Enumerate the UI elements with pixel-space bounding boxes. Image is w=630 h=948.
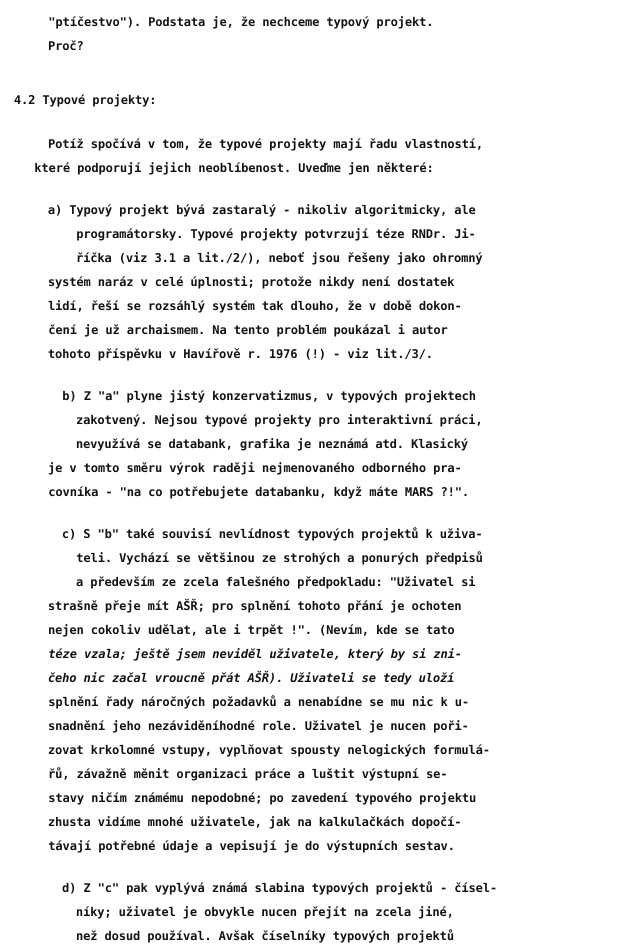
text-line: a především ze zcela falešného předpokladu: "Uživatel si bbox=[76, 575, 476, 589]
text-line: Potíž spočívá v tom, že typové projekty mají řadu vlastností, bbox=[48, 137, 483, 151]
text-line: čení je už archaismem. Na tento problém poukázal i autor bbox=[48, 323, 448, 337]
text-line: covníka - "na co potřebujete databanku, když máte MARS ?!". bbox=[48, 485, 470, 499]
text-line: splnění řady náročných požadavků a nenabídne se mu nic k u- bbox=[48, 695, 470, 709]
text-line: zovat krkolomné vstupy, vyplňovat spousty nelogických formulá- bbox=[47, 743, 490, 757]
text-line: systém naráz v celé úplnosti; protože nikdy není dostatek bbox=[47, 275, 455, 289]
text-line: které podporují jejich neoblíbenost. Uveďme jen některé: bbox=[34, 161, 434, 175]
list-item-d: d) Z "c" pak vyplývá známá slabina typových projektů - čísel- bbox=[62, 881, 497, 895]
list-item-b: b) Z "a" plyne jistý konzervatizmus, v typových projektech bbox=[62, 389, 476, 403]
text-line: teli. Vychází se většinou ze strohých a ponurých předpisů bbox=[76, 551, 483, 565]
text-line: nevyužívá se databank, grafika je neznámá atd. Klasický bbox=[75, 437, 469, 451]
text-line: říčka (viz 3.1 a lit./2/), neboť jsou řešeny jako ohromný bbox=[76, 251, 483, 265]
list-item-a: a) Typový projekt bývá zastaralý - nikoliv algoritmicky, ale bbox=[47, 203, 476, 217]
text-line: "ptíčestvo"). Podstata je, že nechceme typový projekt. bbox=[48, 15, 434, 29]
text-line: programátorsky. Typové projekty potvrzují téze RNDr. Ji- bbox=[76, 227, 476, 241]
text-line: strašně přeje mít AŠŘ; pro splnění tohoto přání je ochoten bbox=[47, 599, 462, 613]
text-line: než dosud používal. Avšak číselníky typových projektů bbox=[76, 929, 454, 943]
text-line: Proč? bbox=[48, 39, 84, 53]
text-line: je v tomto směru výrok raději nejmenovaného odborného pra- bbox=[48, 461, 462, 475]
text-line: tohoto příspěvku v Havířově r. 1976 (!) - viz lit./3/. bbox=[47, 347, 433, 361]
text-line: čeho nic začal vroucně přát AŠŘ). Uživateli se tedy uloží bbox=[47, 671, 455, 685]
text-line: řů, závažně měnit organizaci práce a luštit výstupní se- bbox=[48, 767, 448, 781]
list-item-c: c) S "b" také souvisí nevlídnost typových projektů k uživa- bbox=[61, 527, 483, 541]
text-line: stavy ničím známému nepodobné; po zavedení typového projektu bbox=[48, 791, 477, 805]
text-line: níky; uživatel je obvykle nucen přejít na zcela jiné, bbox=[75, 905, 454, 919]
text-line: zhusta vidíme mnohé uživatele, jak na kalkulačkách dopočí- bbox=[47, 815, 462, 829]
text-line: snadnění jeho nezáviděníhodné role. Uživatel je nucen poři- bbox=[48, 719, 469, 733]
text-line: lidí, řeší se rozsáhlý systém tak dlouho, že v době dokon- bbox=[48, 299, 462, 313]
text-line: nejen cokoliv udělat, ale i trpět !". (Nevím, kde se tato bbox=[48, 623, 455, 637]
text-line: távají potřebné údaje a vepisují je do výstupních sestav. bbox=[48, 839, 455, 853]
text-line: zakotvený. Nejsou typové projekty pro interaktivní práci, bbox=[76, 413, 483, 427]
section-heading: 4.2 Typové projekty: bbox=[13, 93, 157, 107]
text-line: téze vzala; ještě jsem neviděl uživatele, který by si zni- bbox=[48, 647, 462, 661]
